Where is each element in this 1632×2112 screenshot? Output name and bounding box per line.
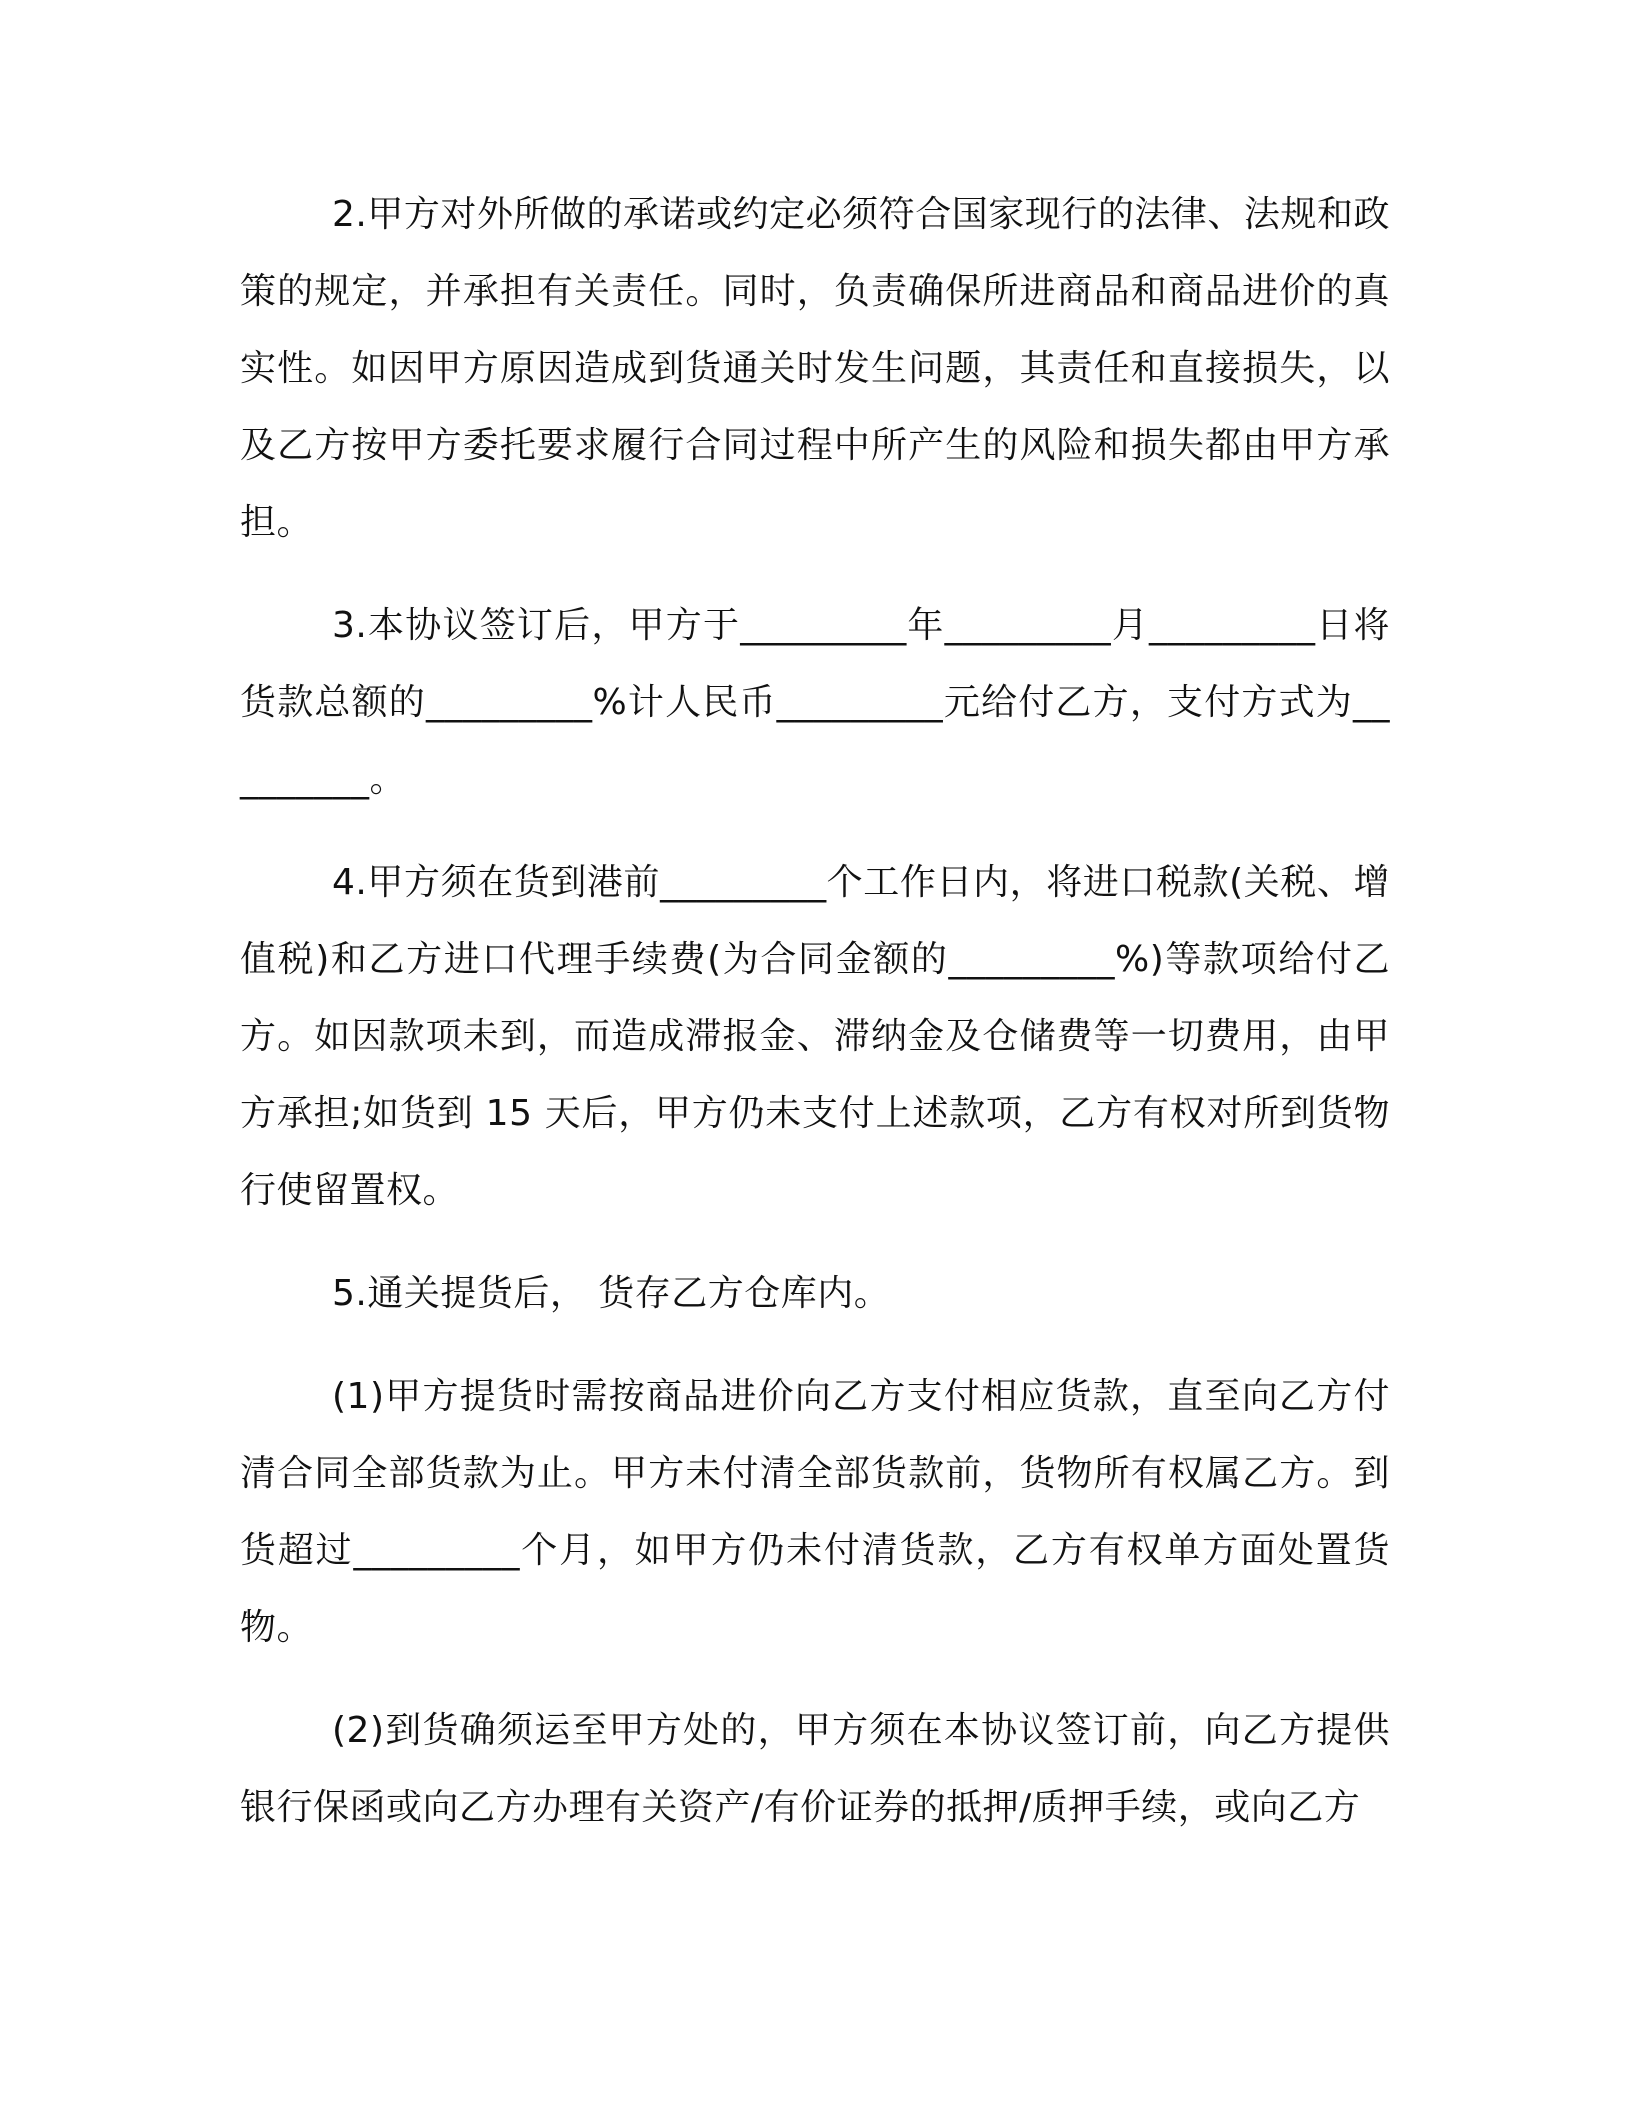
clause-2-paragraph: 2.甲方对外所做的承诺或约定必须符合国家现行的法律、法规和政策的规定，并承担有关责任。同时，负责确保所进商品和商品进价的真实性。如因甲方原因造成到货通关时发生问题，其责任和直接损失，以及乙方按甲方委托要求履行合同过程中所产生的风险和损失都由甲方承担。 [240, 194, 1390, 543]
document-body [240, 176, 1390, 1872]
clause-4-paragraph: 4.甲方须在货到港前_________个工作日内，将进口税款(关税、增值税)和乙方进口代理手续费(为合同金额的_________%)等款项给付乙方。如因款项未到，而造成滞报金、滞纳金及仓储费等一切费用，由甲方承担;如货到 15 天后，甲方仍未支付上述款项，乙方有权对所到货物行使留置权。 [240, 862, 1390, 1211]
clause-5-paragraph: 5.通关提货后， 货存乙方仓库内。 [332, 1273, 891, 1314]
clause-3-paragraph: 3.本协议签订后，甲方于_________年_________月_________日将货款总额的_________%计人民币_________元给付乙方，支付方式为_________。 [240, 605, 1390, 800]
clause-5-1-paragraph: (1)甲方提货时需按商品进价向乙方支付相应货款，直至向乙方付清合同全部货款为止。甲方未付清全部货款前，货物所有权属乙方。到货超过_________个月，如甲方仍未付清货款，乙方有权单方面处置货物。 [240, 1376, 1390, 1648]
clause-5-2-paragraph: (2)到货确须运至甲方处的，甲方须在本协议签订前，向乙方提供银行保函或向乙方办理有关资产/有价证券的抵押/质押手续，或向乙方 [240, 1710, 1390, 1828]
